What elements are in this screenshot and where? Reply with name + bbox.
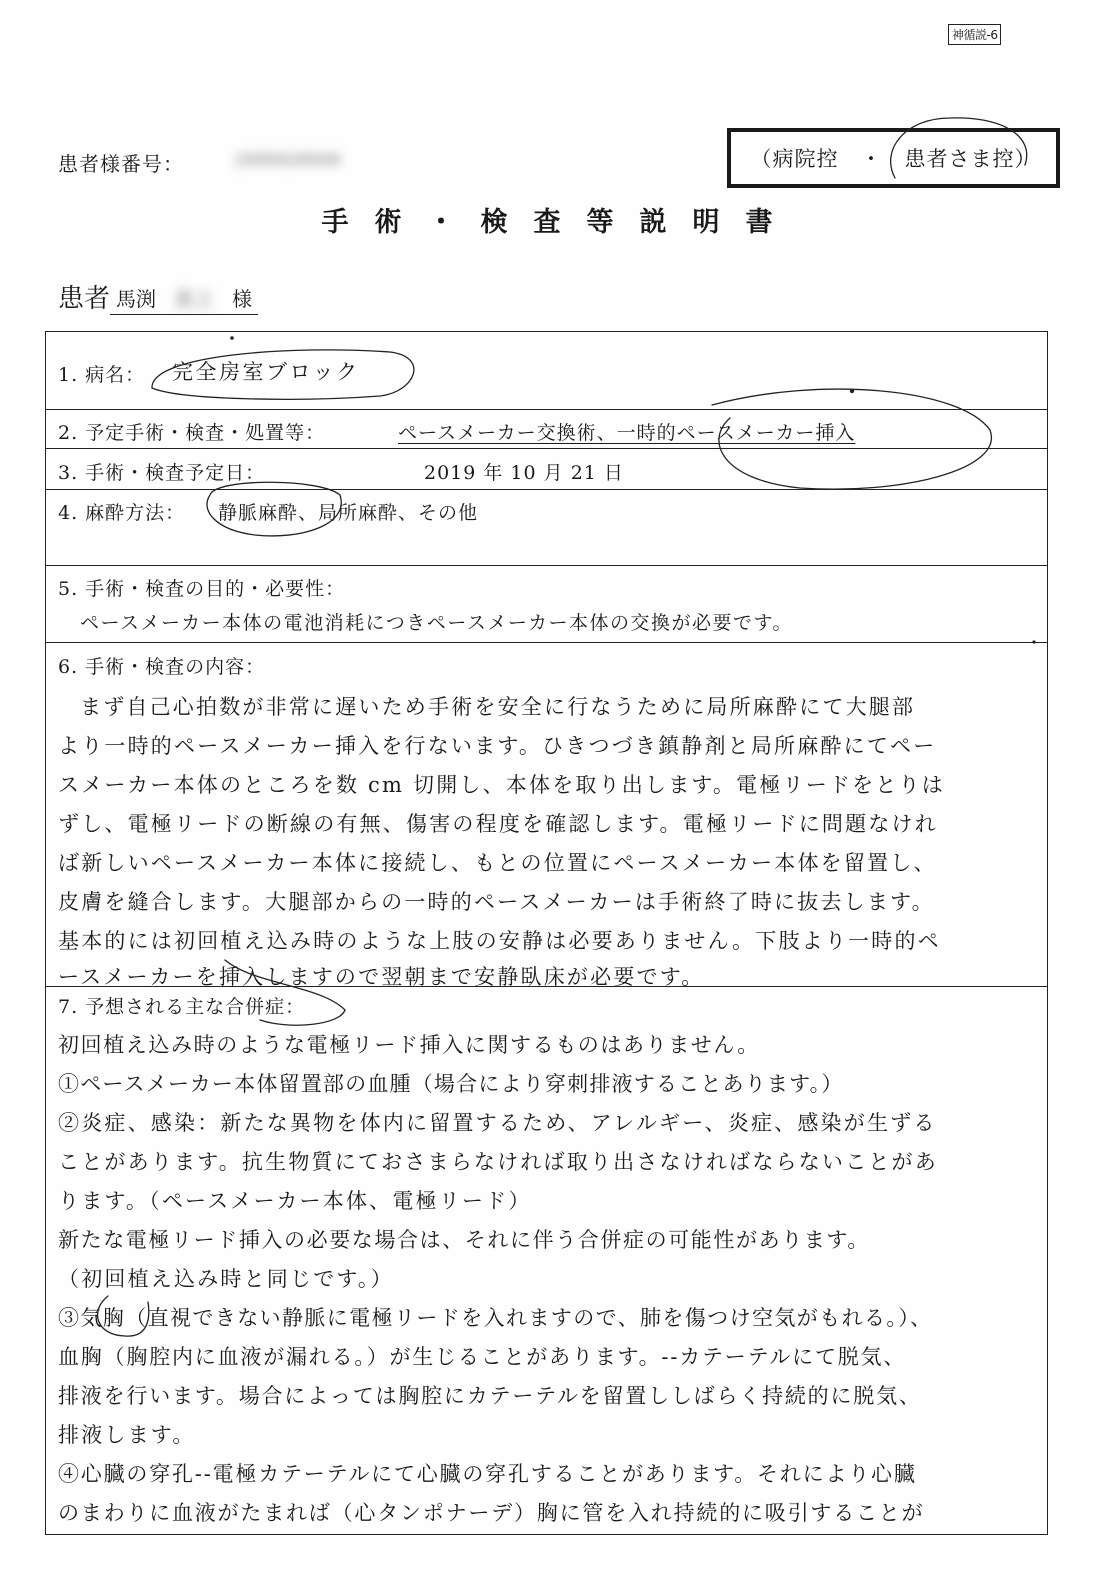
patient-surname: 馬渕 [116, 287, 157, 311]
patient-label: 患者 [58, 284, 111, 314]
complication-line: ④心臓の穿孔--電極カテーテルにて心臓の穿孔することがあります。それにより心臓 [58, 1462, 917, 1486]
content-line: 皮膚を縫合します。大腿部からの一時的ペースメーカーは手術終了時に抜去します。 [58, 890, 935, 914]
copy-type-label: （病院控 ・ 患者さま控） [750, 147, 1037, 171]
complications-label: 7. 予想される主な合併症： [58, 996, 306, 1018]
disease-value: 完全房室ブロック [172, 360, 360, 384]
complication-line: 排液します。 [58, 1423, 196, 1447]
document-title: 手術・検査等説明書 [321, 207, 799, 238]
anesthesia-label: 4. 麻酔方法： [58, 502, 186, 524]
complication-line: 初回植え込み時のような電極リード挿入に関するものはありません。 [58, 1033, 760, 1057]
complication-line: ②炎症、感染：新たな異物を体内に留置するため、アレルギー、炎症、感染が生ずる [58, 1111, 937, 1135]
copy-type-box [727, 128, 1060, 188]
complication-line: ことがあります。抗生物質にておさまらなければ取り出さなければならないことがあ [58, 1150, 938, 1174]
complication-line: ります。（ペースメーカー本体、電極リード） [58, 1189, 532, 1213]
anesthesia-value: 静脈麻酔、局所麻酔、その他 [218, 502, 479, 524]
row-disease [46, 332, 1047, 410]
patient-honorific: 様 [232, 287, 253, 311]
patient-given-name: 恵之 [174, 287, 215, 311]
content-line: ば新しいペースメーカー本体に接続し、もとの位置にペースメーカー本体を留置し、 [58, 851, 937, 875]
content-line: 基本的には初回植え込み時のような上肢の安静は必要ありません。下肢より一時的ペ [58, 929, 941, 953]
row-purpose [46, 566, 1047, 643]
patient-number-value: (9999)9999 [235, 150, 341, 171]
row-content [46, 643, 1047, 987]
content-line: ースメーカーを挿入しますので翌朝まで安静臥床が必要です。 [58, 965, 705, 989]
content-line: より一時的ペースメーカー挿入を行ないます。ひきつづき鎮静剤と局所麻酔にてペー [58, 734, 937, 758]
row-date [46, 449, 1047, 490]
purpose-value: ペースメーカー本体の電池消耗につきペースメーカー本体の交換が必要です。 [80, 612, 793, 634]
patient-number-label: 患者様番号： [58, 152, 184, 176]
content-line: スメーカー本体のところを数 cm 切開し、本体を取り出します。電極リードをとりは [58, 773, 945, 797]
document-id: 神循説-6 [948, 24, 1001, 45]
patient-name-field [110, 283, 258, 315]
date-value: 2019 年 10 月 21 日 [424, 462, 624, 484]
content-label: 6. 手術・検査の内容： [58, 656, 266, 678]
complication-line: （初回植え込み時と同じです。） [58, 1267, 394, 1291]
complication-line: ①ペースメーカー本体留置部の血腫（場合により穿刺排液することあります。） [58, 1072, 844, 1096]
complication-line: 血胸（胸腔内に血液が漏れる。）が生じることがあります。--カテーテルにて脱気、 [58, 1345, 907, 1369]
complication-line: ③気胸（直視できない静脈に電極リードを入れますので、肺を傷つけ空気がもれる。）、 [58, 1306, 933, 1330]
date-label: 3. 手術・検査予定日： [58, 462, 266, 484]
patient-name-line [58, 278, 258, 315]
content-line: まず自己心拍数が非常に遅いため手術を安全に行なうために局所麻酔にて大腿部 [80, 695, 916, 719]
row-complications [46, 987, 1047, 1536]
purpose-label: 5. 手術・検査の目的・必要性： [58, 578, 346, 600]
complication-line: 排液を行います。場合によっては胸腔にカテーテルを留置ししばらく持続的に脱気、 [58, 1384, 922, 1408]
complication-line: 新たな電極リード挿入の必要な場合は、それに伴う合併症の可能性があります。 [58, 1228, 870, 1252]
procedure-value: ペースメーカー交換術、一時的ペースメーカー挿入 [398, 422, 856, 444]
explanation-form [45, 331, 1048, 1535]
complication-line: のまわりに血液がたまれば（心タンポナーデ）胸に管を入れ持続的に吸引することが [58, 1501, 925, 1525]
row-anesthesia [46, 490, 1047, 566]
row-procedure [46, 410, 1047, 449]
procedure-label: 2. 予定手術・検査・処置等： [58, 422, 326, 444]
disease-label: 1. 病名： [58, 364, 146, 386]
content-line: ずし、電極リードの断線の有無、傷害の程度を確認します。電極リードに問題なけれ [58, 812, 938, 836]
